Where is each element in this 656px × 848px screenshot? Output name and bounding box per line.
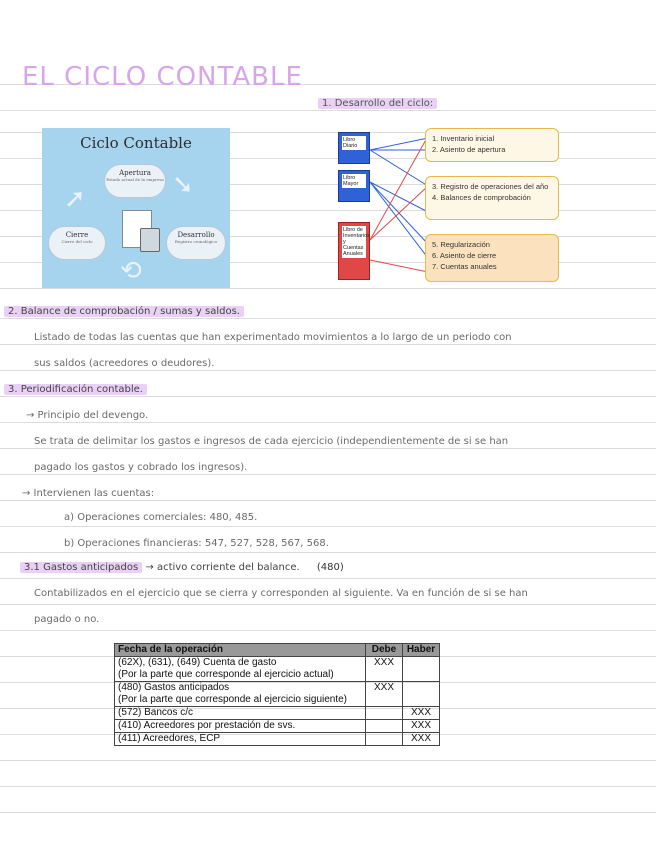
section-2-heading [4, 306, 244, 317]
section-3-line: Se trata de delimitar los gastos e ingresos de cada ejercicio (independientemente de si se han [34, 436, 509, 447]
table-row [115, 707, 440, 720]
concept-text: (480) Gastos anticipados [118, 682, 230, 693]
cycle-arrow-icon: ⟲ [120, 256, 142, 286]
table-row [115, 720, 440, 733]
table-cell-haber [403, 682, 440, 707]
table-cell-haber: XXX [403, 707, 440, 720]
table-cell-debe [366, 720, 403, 733]
table-cell-concept: (411) Acreedores, ECP [115, 733, 366, 746]
section-31-text: 3.1 Gastos anticipados [20, 562, 142, 573]
cloud-apertura-label: Apertura [119, 169, 151, 177]
journal-entry-table [114, 643, 440, 746]
step-2: 2. Asiento de apertura [432, 145, 506, 154]
cycle-arrow-icon: ➚ [64, 184, 86, 214]
section-2-line: sus saldos (acreedores o deudores). [34, 358, 215, 369]
step-4: 4. Balances de comprobación [432, 193, 531, 202]
concept-sub: (Por la parte que corresponde al ejercicio actual) [118, 669, 334, 680]
concept-text: (62X), (631), (649) Cuenta de gasto [118, 657, 277, 668]
calculator-icon [140, 228, 160, 252]
table-cell-concept: (410) Acreedores por prestación de svs. [115, 720, 366, 733]
step-7: 7. Cuentas anuales [432, 262, 497, 271]
table-cell-concept [115, 657, 366, 682]
step-5: 5. Regularización [432, 240, 490, 249]
section-3-text: 3. Periodificación contable. [4, 384, 147, 395]
cloud-apertura [104, 164, 166, 198]
table-row [115, 657, 440, 682]
table-cell-debe: XXX [366, 682, 403, 707]
section-1-text: 1. Desarrollo del ciclo: [318, 98, 437, 109]
section-3-heading [4, 384, 147, 395]
table-cell-concept: (572) Bancos c/c [115, 707, 366, 720]
section-31-line: Contabilizados en el ejercicio que se cierra y corresponden al siguiente. Va en función de si se han [34, 588, 528, 599]
book-inventarios [338, 222, 370, 280]
book-mayor [338, 170, 370, 202]
table-cell-haber: XXX [403, 720, 440, 733]
section-3-line: → Principio del devengo. [26, 410, 149, 421]
section-3-line: → Intervienen las cuentas: [22, 488, 155, 499]
table-cell-debe: XXX [366, 657, 403, 682]
steps-box-1 [425, 128, 559, 162]
section-1-heading [318, 98, 437, 109]
book-inventarios-label: Libro de Inventarios y Cuentas Anuales [343, 227, 370, 257]
section-3-line: b) Operaciones financieras: 547, 527, 528, 567, 568. [64, 538, 329, 549]
table-cell-debe [366, 733, 403, 746]
cloud-desarrollo-desc: Registro cronológico [174, 239, 218, 244]
column-header-haber: Haber [403, 644, 440, 657]
table-header-row [115, 644, 440, 657]
section-3-line: pagado los gastos y cobrado los ingresos). [34, 462, 248, 473]
book-diario-label: Libro Diario [342, 136, 366, 150]
step-6: 6. Asiento de cierre [432, 251, 497, 260]
section-31-line: pagado o no. [34, 614, 100, 625]
concept-sub: (Por la parte que corresponde al ejercicio siguiente) [118, 694, 348, 705]
cloud-desarrollo-label: Desarrollo [177, 231, 215, 239]
section-3-line: a) Operaciones comerciales: 480, 485. [64, 512, 258, 523]
section-31-rest: → activo corriente del balance. [145, 562, 300, 573]
cloud-cierre-label: Cierre [65, 231, 89, 239]
steps-box-3 [425, 234, 559, 282]
steps-box-2 [425, 176, 559, 220]
column-header-concept: Fecha de la operación [115, 644, 366, 657]
cloud-desarrollo [166, 226, 226, 260]
cycle-arrow-icon: ➘ [172, 170, 194, 200]
section-2-line: Listado de todas las cuentas que han experimentado movimientos a lo largo de un periodo con [34, 332, 512, 343]
cloud-cierre [48, 226, 106, 260]
table-cell-concept [115, 682, 366, 707]
step-1: 1. Inventario inicial [432, 134, 495, 143]
cloud-apertura-desc: Estado actual de la empresa [106, 177, 164, 182]
section-2-text: 2. Balance de comprobación / sumas y saldos. [4, 306, 244, 317]
book-diario [338, 132, 370, 164]
table-row [115, 682, 440, 707]
table-row [115, 733, 440, 746]
section-31-heading [20, 562, 344, 573]
step-3: 3. Registro de operaciones del año [432, 182, 549, 191]
section-31-code: (480) [316, 562, 344, 573]
cycle-image [42, 128, 230, 288]
page-title: EL CICLO CONTABLE [22, 62, 303, 92]
table-cell-haber: XXX [403, 733, 440, 746]
cloud-cierre-desc: Cierre del ciclo [61, 239, 93, 244]
book-mayor-label: Libro Mayor [342, 174, 366, 188]
table-cell-debe [366, 707, 403, 720]
table-cell-haber [403, 657, 440, 682]
column-header-debe: Debe [366, 644, 403, 657]
cycle-image-title: Ciclo Contable [80, 134, 192, 152]
